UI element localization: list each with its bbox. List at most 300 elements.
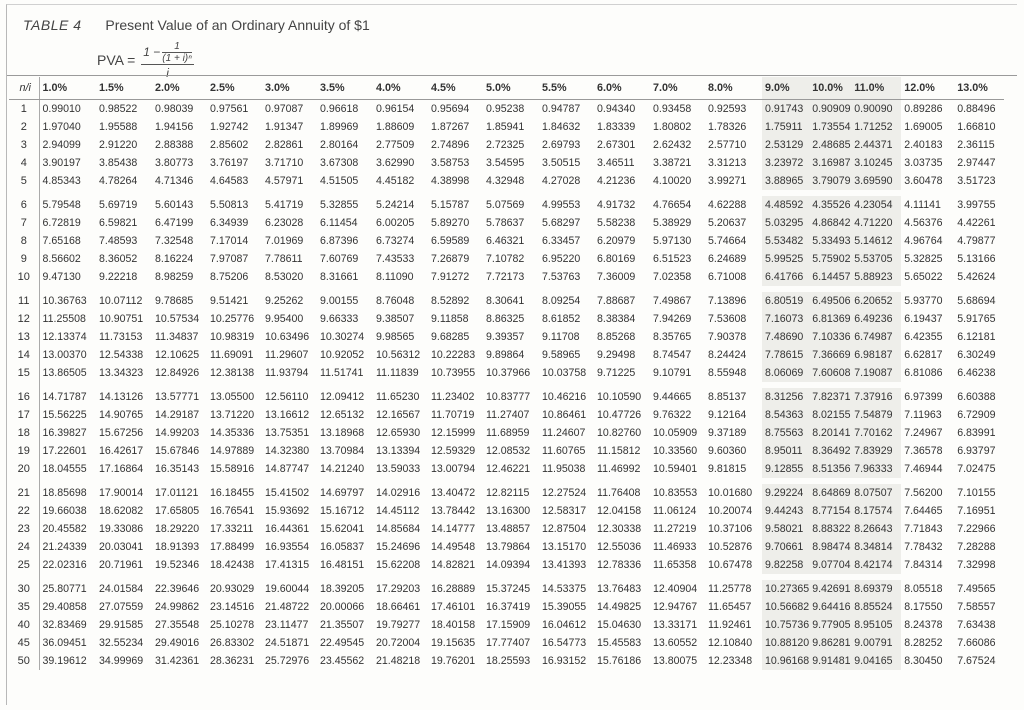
period-cell: 21	[9, 484, 39, 502]
table-row	[9, 118, 1004, 136]
value-cell: 7.37916	[851, 388, 901, 406]
formula-inner-numerator: 1	[174, 40, 180, 52]
period-cell: 6	[9, 196, 39, 214]
value-cell: 18.04555	[42, 463, 87, 475]
value-cell: 8.36492	[809, 442, 851, 460]
value-cell: 11.23402	[431, 391, 475, 403]
value-cell: 13.78442	[431, 505, 476, 517]
value-cell: 4.78264	[99, 175, 138, 187]
value-cell: 6.20979	[597, 235, 636, 247]
value-cell: 7.53763	[542, 271, 581, 283]
value-cell: 10.46216	[542, 391, 587, 403]
annuity-table-page	[6, 4, 1017, 705]
value-cell: 5.53482	[762, 232, 809, 250]
table-row	[9, 502, 1004, 520]
value-cell: 2.91220	[99, 139, 138, 151]
period-cell: 22	[9, 502, 39, 520]
value-cell: 7.24967	[904, 427, 943, 439]
value-cell: 26.83302	[210, 637, 255, 649]
value-cell: 9.76322	[653, 409, 692, 421]
value-cell: 28.36231	[210, 655, 255, 667]
rate-header-cell: 2.0%	[152, 77, 207, 100]
value-cell: 9.10791	[653, 367, 692, 379]
value-cell: 7.36578	[904, 445, 943, 457]
table-row	[9, 136, 1004, 154]
value-cell: 13.13394	[376, 445, 421, 457]
value-cell: 9.47130	[42, 271, 81, 283]
table-row	[9, 196, 1004, 214]
value-cell: 7.22966	[957, 523, 996, 535]
value-cell: 6.73274	[376, 235, 415, 247]
value-cell: 19.33086	[99, 523, 144, 535]
value-cell: 8.54363	[762, 406, 809, 424]
value-cell: 7.32548	[155, 235, 194, 247]
period-cell: 16	[9, 388, 39, 406]
value-cell: 15.16712	[320, 505, 365, 517]
table-body	[9, 100, 1004, 671]
value-cell: 3.50515	[542, 157, 581, 169]
value-cell: 10.30274	[320, 331, 365, 343]
period-cell: 14	[9, 346, 39, 364]
period-cell: 35	[9, 598, 39, 616]
value-cell: 13.18968	[320, 427, 365, 439]
value-cell: 8.17550	[904, 601, 943, 613]
value-cell: 10.73955	[431, 367, 476, 379]
value-cell: 13.60552	[653, 637, 698, 649]
value-cell: 0.90909	[809, 100, 851, 119]
value-cell: 8.74547	[653, 349, 692, 361]
value-cell: 36.09451	[42, 637, 87, 649]
value-cell: 1.75911	[762, 118, 809, 136]
value-cell: 2.53129	[762, 136, 809, 154]
value-cell: 16.93152	[542, 655, 587, 667]
value-cell: 5.38929	[653, 217, 692, 229]
formula-inner-fraction	[162, 41, 192, 64]
value-cell: 3.03735	[904, 157, 943, 169]
value-cell: 11.24607	[542, 427, 586, 439]
value-cell: 3.31213	[708, 157, 747, 169]
value-cell: 17.88499	[210, 541, 255, 553]
value-cell: 2.67301	[597, 139, 636, 151]
value-cell: 12.78336	[597, 559, 642, 571]
table-row	[9, 388, 1004, 406]
value-cell: 6.42355	[904, 331, 943, 343]
value-cell: 10.56312	[376, 349, 421, 361]
formula-numerator	[141, 41, 194, 64]
value-cell: 8.07507	[851, 484, 901, 502]
value-cell: 10.36763	[42, 295, 87, 307]
value-cell: 7.63438	[957, 619, 996, 631]
value-cell: 1.91347	[265, 121, 304, 133]
value-cell: 12.16567	[376, 409, 421, 421]
period-cell: 23	[9, 520, 39, 538]
value-cell: 10.05909	[653, 427, 698, 439]
value-cell: 16.35143	[155, 463, 200, 475]
value-cell: 7.94269	[653, 313, 692, 325]
period-cell: 25	[9, 556, 39, 574]
value-cell: 6.81369	[809, 310, 851, 328]
formula-inner-denominator: (1 + i)ⁿ	[162, 52, 192, 64]
value-cell: 12.13374	[42, 331, 87, 343]
value-cell: 7.13896	[708, 295, 747, 307]
value-cell: 10.03758	[542, 367, 587, 379]
rate-header-cell: 13.0%	[954, 77, 1004, 100]
value-cell: 7.36009	[597, 271, 636, 283]
value-cell: 12.46221	[486, 463, 531, 475]
value-cell: 13.16300	[486, 505, 531, 517]
value-cell: 8.30641	[486, 295, 525, 307]
value-cell: 16.18455	[210, 487, 255, 499]
value-cell: 20.93029	[210, 583, 255, 595]
value-cell: 16.54773	[542, 637, 587, 649]
value-cell: 16.93554	[265, 541, 310, 553]
value-cell: 10.10590	[597, 391, 642, 403]
value-cell: 10.86461	[542, 409, 587, 421]
value-cell: 12.94767	[653, 601, 698, 613]
value-cell: 29.40858	[42, 601, 87, 613]
value-cell: 16.28889	[431, 583, 476, 595]
value-cell: 9.04165	[851, 652, 901, 670]
value-cell: 14.69797	[320, 487, 365, 499]
value-cell: 6.46321	[486, 235, 525, 247]
value-cell: 13.15170	[542, 541, 587, 553]
value-cell: 17.33211	[210, 523, 254, 535]
value-cell: 14.49548	[431, 541, 476, 553]
value-cell: 4.71346	[155, 175, 194, 187]
value-cell: 6.46238	[957, 367, 996, 379]
value-cell: 14.02916	[376, 487, 421, 499]
value-cell: 3.69590	[851, 172, 901, 190]
value-cell: 10.75736	[762, 616, 809, 634]
value-cell: 0.96154	[376, 103, 415, 115]
value-cell: 9.11858	[431, 313, 469, 325]
value-cell: 0.94787	[542, 103, 581, 115]
value-cell: 9.38507	[376, 313, 415, 325]
value-cell: 19.15635	[431, 637, 476, 649]
value-cell: 7.82371	[809, 388, 851, 406]
value-cell: 24.99862	[155, 601, 200, 613]
value-cell: 3.54595	[486, 157, 525, 169]
table-row	[9, 154, 1004, 172]
value-cell: 6.33457	[542, 235, 581, 247]
value-cell: 7.97087	[210, 253, 249, 265]
period-cell: 1	[9, 100, 39, 119]
value-cell: 7.16073	[762, 310, 809, 328]
value-cell: 5.03295	[762, 214, 809, 232]
value-cell: 16.76541	[210, 505, 255, 517]
value-cell: 7.36669	[809, 346, 851, 364]
value-cell: 12.82115	[486, 487, 530, 499]
formula-denominator: i	[166, 65, 169, 80]
value-cell: 6.87396	[320, 235, 359, 247]
value-cell: 8.75563	[762, 424, 809, 442]
table-row	[9, 634, 1004, 652]
value-cell: 8.16224	[155, 253, 194, 265]
value-cell: 9.70661	[762, 538, 809, 556]
value-cell: 4.42261	[957, 217, 996, 229]
value-cell: 11.93794	[265, 367, 309, 379]
value-cell: 8.52892	[431, 295, 470, 307]
value-cell: 6.34939	[210, 217, 249, 229]
value-cell: 8.85137	[708, 391, 747, 403]
value-cell: 8.05518	[904, 583, 943, 595]
period-cell: 9	[9, 250, 39, 268]
value-cell: 0.99010	[42, 103, 81, 115]
period-cell: 30	[9, 580, 39, 598]
table-label: TABLE 4	[23, 17, 82, 33]
value-cell: 15.76186	[597, 655, 642, 667]
value-cell: 10.98319	[210, 331, 255, 343]
value-cell: 14.14777	[431, 523, 476, 535]
value-cell: 2.48685	[809, 136, 851, 154]
value-cell: 10.27365	[762, 580, 809, 598]
value-cell: 11.46933	[653, 541, 697, 553]
period-cell: 13	[9, 328, 39, 346]
value-cell: 6.30249	[957, 349, 996, 361]
value-cell: 15.67256	[99, 427, 144, 439]
value-cell: 3.16987	[809, 154, 851, 172]
value-cell: 7.78615	[762, 346, 809, 364]
value-cell: 11.70719	[431, 409, 475, 421]
table-row	[9, 442, 1004, 460]
value-cell: 6.95220	[542, 253, 581, 265]
rate-header-cell: 10.0%	[809, 77, 851, 100]
value-cell: 8.28252	[904, 637, 943, 649]
value-cell: 7.32998	[957, 559, 996, 571]
value-cell: 20.45582	[42, 523, 87, 535]
value-cell: 7.11963	[904, 409, 942, 421]
value-cell: 7.43533	[376, 253, 415, 265]
value-cell: 9.00791	[851, 634, 901, 652]
value-cell: 9.64416	[809, 598, 851, 616]
value-cell: 0.96618	[320, 103, 359, 115]
value-cell: 9.98565	[376, 331, 415, 343]
value-cell: 10.37106	[708, 523, 753, 535]
value-cell: 5.42624	[957, 271, 996, 283]
value-cell: 3.67308	[320, 157, 359, 169]
value-cell: 22.02316	[42, 559, 87, 571]
value-cell: 3.23972	[762, 154, 809, 172]
value-cell: 18.62082	[99, 505, 144, 517]
period-cell: 5	[9, 172, 39, 190]
value-cell: 6.51523	[653, 253, 692, 265]
period-cell: 8	[9, 232, 39, 250]
value-cell: 16.04612	[542, 619, 587, 631]
table-row	[9, 484, 1004, 502]
period-cell: 40	[9, 616, 39, 634]
value-cell: 18.91393	[155, 541, 200, 553]
formula-one-minus: 1 −	[143, 45, 161, 59]
value-cell: 20.00066	[320, 601, 365, 613]
value-cell: 1.94156	[155, 121, 194, 133]
value-cell: 7.66086	[957, 637, 996, 649]
value-cell: 12.10625	[155, 349, 200, 361]
value-cell: 4.21236	[597, 175, 636, 187]
value-cell: 12.30338	[597, 523, 642, 535]
value-cell: 0.94340	[597, 103, 636, 115]
value-cell: 0.92593	[708, 103, 747, 115]
value-cell: 16.05837	[320, 541, 365, 553]
value-cell: 9.29224	[762, 484, 809, 502]
value-cell: 4.35526	[809, 196, 851, 214]
table-row	[9, 598, 1004, 616]
value-cell: 8.17574	[851, 502, 901, 520]
value-cell: 5.65022	[904, 271, 943, 283]
value-cell: 17.29203	[376, 583, 421, 595]
value-cell: 15.41502	[265, 487, 310, 499]
value-cell: 6.72909	[957, 409, 996, 421]
value-cell: 13.79864	[486, 541, 531, 553]
value-cell: 7.48593	[99, 235, 138, 247]
value-cell: 8.69379	[851, 580, 901, 598]
value-cell: 5.68297	[542, 217, 581, 229]
rate-header-cell: 2.5%	[207, 77, 262, 100]
value-cell: 6.59821	[99, 217, 138, 229]
value-cell: 7.72173	[486, 271, 525, 283]
rate-header-cell: 9.0%	[762, 77, 809, 100]
value-cell: 17.77407	[486, 637, 531, 649]
value-cell: 9.25262	[265, 295, 304, 307]
value-cell: 9.07704	[809, 556, 851, 574]
table-row	[9, 292, 1004, 310]
table-row	[9, 616, 1004, 634]
value-cell: 6.93797	[957, 445, 996, 457]
value-cell: 17.15909	[486, 619, 531, 631]
value-cell: 15.45583	[597, 637, 642, 649]
value-cell: 21.48722	[265, 601, 310, 613]
value-cell: 27.07559	[99, 601, 144, 613]
value-cell: 16.44361	[265, 523, 310, 535]
value-cell: 5.88923	[851, 268, 901, 286]
value-cell: 11.65358	[653, 559, 697, 571]
value-cell: 9.77905	[809, 616, 851, 634]
value-cell: 13.70984	[320, 445, 365, 457]
value-cell: 14.35336	[210, 427, 255, 439]
value-cell: 14.32380	[265, 445, 310, 457]
value-cell: 14.97889	[210, 445, 255, 457]
value-cell: 8.11090	[376, 271, 414, 283]
value-cell: 1.87267	[431, 121, 470, 133]
value-cell: 2.80164	[320, 139, 359, 151]
table-row	[9, 268, 1004, 286]
value-cell: 13.34323	[99, 367, 144, 379]
value-cell: 11.92461	[708, 619, 752, 631]
value-cell: 13.48857	[486, 523, 531, 535]
value-cell: 7.56200	[904, 487, 943, 499]
value-cell: 10.92052	[320, 349, 365, 361]
value-cell: 4.71220	[851, 214, 901, 232]
value-cell: 12.09412	[320, 391, 365, 403]
value-cell: 32.55234	[99, 637, 144, 649]
value-cell: 8.31661	[320, 271, 359, 283]
value-cell: 9.44665	[653, 391, 692, 403]
value-cell: 10.59401	[653, 463, 698, 475]
value-cell: 3.85438	[99, 157, 138, 169]
rate-header-cell: 4.0%	[373, 77, 428, 100]
value-cell: 3.10245	[851, 154, 901, 172]
rate-header-cell: 3.5%	[317, 77, 373, 100]
value-cell: 1.95588	[99, 121, 138, 133]
value-cell: 17.22601	[42, 445, 87, 457]
value-cell: 2.74896	[431, 139, 470, 151]
value-cell: 14.85684	[376, 523, 421, 535]
value-cell: 6.49236	[851, 310, 901, 328]
value-cell: 15.67846	[155, 445, 200, 457]
value-cell: 3.90197	[42, 157, 81, 169]
value-cell: 4.23054	[851, 196, 901, 214]
value-cell: 9.78685	[155, 295, 194, 307]
value-cell: 9.81815	[708, 463, 747, 475]
value-cell: 12.23348	[708, 655, 753, 667]
value-cell: 1.66810	[957, 121, 996, 133]
value-cell: 2.94099	[42, 139, 81, 151]
value-cell: 15.62208	[376, 559, 421, 571]
value-cell: 1.78326	[708, 121, 747, 133]
value-cell: 16.48151	[320, 559, 365, 571]
value-cell: 4.57971	[265, 175, 304, 187]
value-cell: 0.98522	[99, 103, 138, 115]
value-cell: 7.60769	[320, 253, 359, 265]
value-cell: 4.10020	[653, 175, 692, 187]
value-cell: 12.04158	[597, 505, 642, 517]
value-cell: 10.01680	[708, 487, 753, 499]
value-cell: 17.46101	[431, 601, 476, 613]
value-cell: 25.72976	[265, 655, 310, 667]
value-cell: 11.65230	[376, 391, 420, 403]
period-cell: 4	[9, 154, 39, 172]
value-cell: 17.90014	[99, 487, 144, 499]
value-cell: 24.01584	[99, 583, 144, 595]
value-cell: 12.15999	[431, 427, 476, 439]
table-row	[9, 538, 1004, 556]
value-cell: 6.11454	[320, 217, 358, 229]
value-cell: 13.41393	[542, 559, 587, 571]
value-cell: 6.49506	[809, 292, 851, 310]
value-cell: 9.39357	[486, 331, 525, 343]
table-row	[9, 172, 1004, 190]
value-cell: 22.49545	[320, 637, 365, 649]
value-cell: 6.72819	[42, 217, 81, 229]
table-row	[9, 328, 1004, 346]
value-cell: 17.41315	[265, 559, 310, 571]
value-cell: 29.91585	[99, 619, 144, 631]
value-cell: 1.88609	[376, 121, 415, 133]
period-cell: 50	[9, 652, 39, 670]
period-cell: 24	[9, 538, 39, 556]
value-cell: 21.24339	[42, 541, 87, 553]
value-cell: 7.78611	[265, 253, 303, 265]
value-cell: 14.87747	[265, 463, 310, 475]
rate-header-cell: 5.5%	[539, 77, 594, 100]
table-row	[9, 232, 1004, 250]
value-cell: 5.32855	[320, 199, 359, 211]
table-row	[9, 250, 1004, 268]
value-cell: 39.19612	[42, 655, 87, 667]
table-row	[9, 406, 1004, 424]
value-cell: 3.99271	[708, 175, 747, 187]
value-cell: 1.73554	[809, 118, 851, 136]
value-cell: 8.42174	[851, 556, 901, 574]
value-cell: 19.76201	[431, 655, 476, 667]
value-cell: 13.57771	[155, 391, 200, 403]
value-cell: 8.55948	[708, 367, 747, 379]
value-cell: 3.62990	[376, 157, 415, 169]
value-cell: 3.60478	[904, 175, 943, 187]
value-cell: 11.15812	[597, 445, 641, 457]
rate-header-row	[9, 77, 1004, 100]
value-cell: 10.57534	[155, 313, 200, 325]
value-cell: 4.79877	[957, 235, 996, 247]
